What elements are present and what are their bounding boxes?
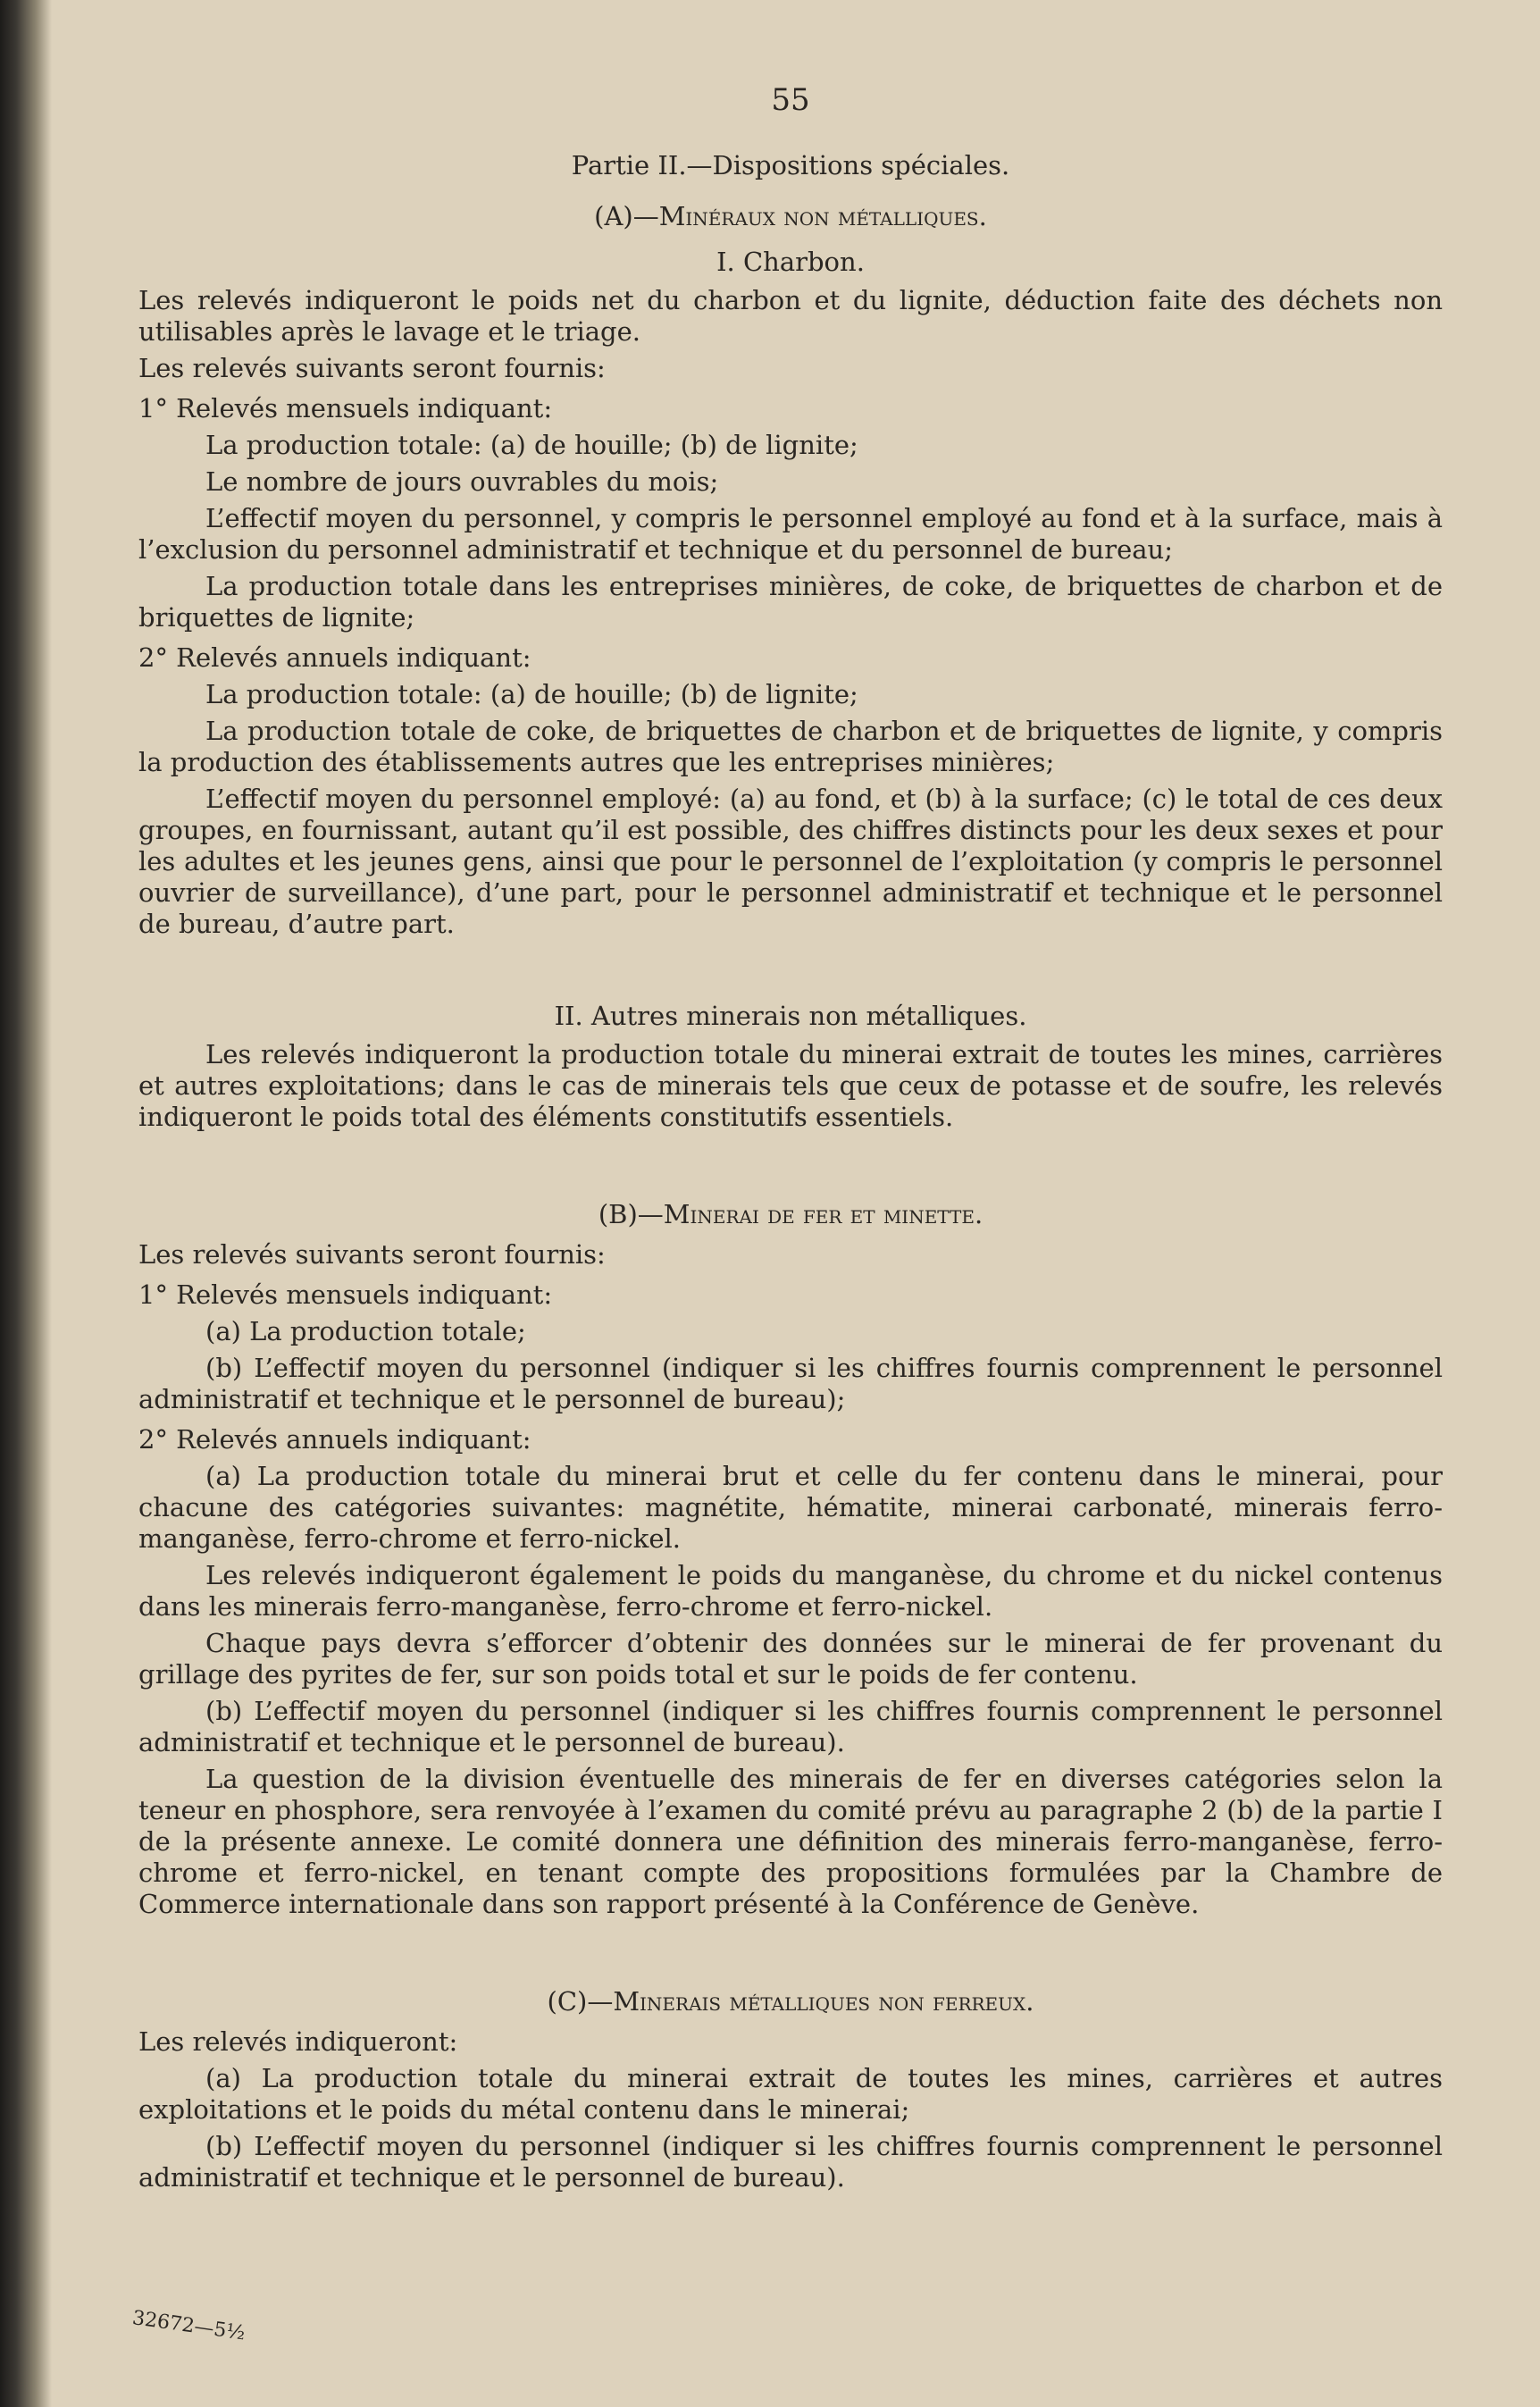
printer-code: 32672—5½ [130,2307,247,2345]
part-title: Partie II.—Dispositions spéciales. [571,150,1010,180]
paragraph: La question de la division éventuelle des minerais de fer en diverses catégories selon la teneur en phosphore, sera renvoyée à l’examen du comité prévu au paragraphe 2 (b) de la partie I de la présente annexe. Le comité donnera une définition des minerais ferro-manganèse, ferro-chrome et ferro-nickel, en tenant compte des propositions formulées par la Chambre de Commerce internationale dans son rapport présenté à la Conférence de Genève. [138,1764,1443,1919]
list-item: (a) La production totale du minerai extrait de toutes les mines, carrières et autres exploitations et le poids du métal contenu dans le minerai; [138,2063,1443,2125]
list-item: 2° Relevés annuels indiquant: [138,642,531,673]
section-c-heading: (C)—Minerais métalliques non ferreux. [547,1986,1034,2017]
list-item: Les relevés indiqueront également le poids du manganèse, du chrome et du nickel contenus dans les minerais ferro-manganèse, ferro-chrome et ferro-nickel. [138,1560,1443,1622]
list-item: Chaque pays devra s’efforcer d’obtenir des données sur le minerai de fer provenant du grillage des pyrites de fer, sur son poids total et sur le poids de fer contenu. [138,1628,1443,1690]
list-item: La production totale: (a) de houille; (b) de lignite; [205,430,858,460]
list-item: L’effectif moyen du personnel, y compris le personnel employé au fond et à la surface, mais à l’exclusion du personnel administratif et technique et du personnel de bureau; [138,503,1443,565]
list-item: 1° Relevés mensuels indiquant: [138,1279,553,1310]
list-item: (a) La production totale du minerai brut et celle du fer contenu dans le minerai, pour chacune des catégories suivantes: magnétite, hématite, minerai carbonaté, minerais ferro-manganèse, ferro-chrome et ferro-nickel. [138,1461,1443,1554]
list-item: (a) La production totale; [205,1316,526,1346]
list-item: La production totale dans les entreprises minières, de coke, de briquettes de charbon et de briquettes de lignite; [138,571,1443,633]
list-item: (b) L’effectif moyen du personnel (indiquer si les chiffres fournis comprennent le personnel administratif et technique et le personnel de bureau); [138,1353,1443,1414]
list-item: L’effectif moyen du personnel employé: (a) au fond, et (b) à la surface; (c) le total de ces deux groupes, en fournissant, autant qu’il est possible, des chiffres distincts pour les deux sexes et pour les adultes et les jeunes gens, ainsi que pour le personnel de l’exploitation (y compris le personnel ouvrier de surveillance), d’une part, pour le personnel administratif et technique et le personnel de bureau, d’autre part. [138,784,1443,939]
book-binding-gutter [0,0,52,2407]
paragraph: Les relevés indiqueront: [138,2026,458,2057]
paragraph: Les relevés suivants seront fournis: [138,1239,606,1270]
list-item: 2° Relevés annuels indiquant: [138,1424,531,1455]
section-a-heading: (A)—Minéraux non métalliques. [594,201,987,231]
section-a-sub2-title: II. Autres minerais non métalliques. [554,1001,1027,1031]
list-item: La production totale de coke, de briquettes de charbon et de briquettes de lignite, y compris la production des établissements autres que les entreprises minières; [138,716,1443,777]
section-b-heading: (B)—Minerai de fer et minette. [598,1199,983,1229]
list-item: La production totale: (a) de houille; (b) de lignite; [205,679,858,709]
paragraph: Les relevés indiqueront le poids net du charbon et du lignite, déduction faite des déchets non utilisables après le lavage et le triage. [138,285,1443,347]
paragraph: Les relevés indiqueront la production totale du minerai extrait de toutes les mines, carrières et autres exploitations; dans le cas de minerais tels que ceux de potasse et de soufre, les relevés indiqueront le poids total des éléments constitutifs essentiels. [138,1039,1443,1132]
section-a-sub1-title: I. Charbon. [716,247,865,277]
list-item: 1° Relevés mensuels indiquant: [138,393,553,424]
list-item: Le nombre de jours ouvrables du mois; [205,466,719,497]
list-item: (b) L’effectif moyen du personnel (indiquer si les chiffres fournis comprennent le personnel administratif et technique et le personnel de bureau). [138,1696,1443,1757]
paragraph: Les relevés suivants seront fournis: [138,353,606,383]
page-number: 55 [771,82,810,118]
list-item: (b) L’effectif moyen du personnel (indiquer si les chiffres fournis comprennent le personnel administratif et technique et le personnel de bureau). [138,2131,1443,2193]
document-page [138,82,1443,2199]
